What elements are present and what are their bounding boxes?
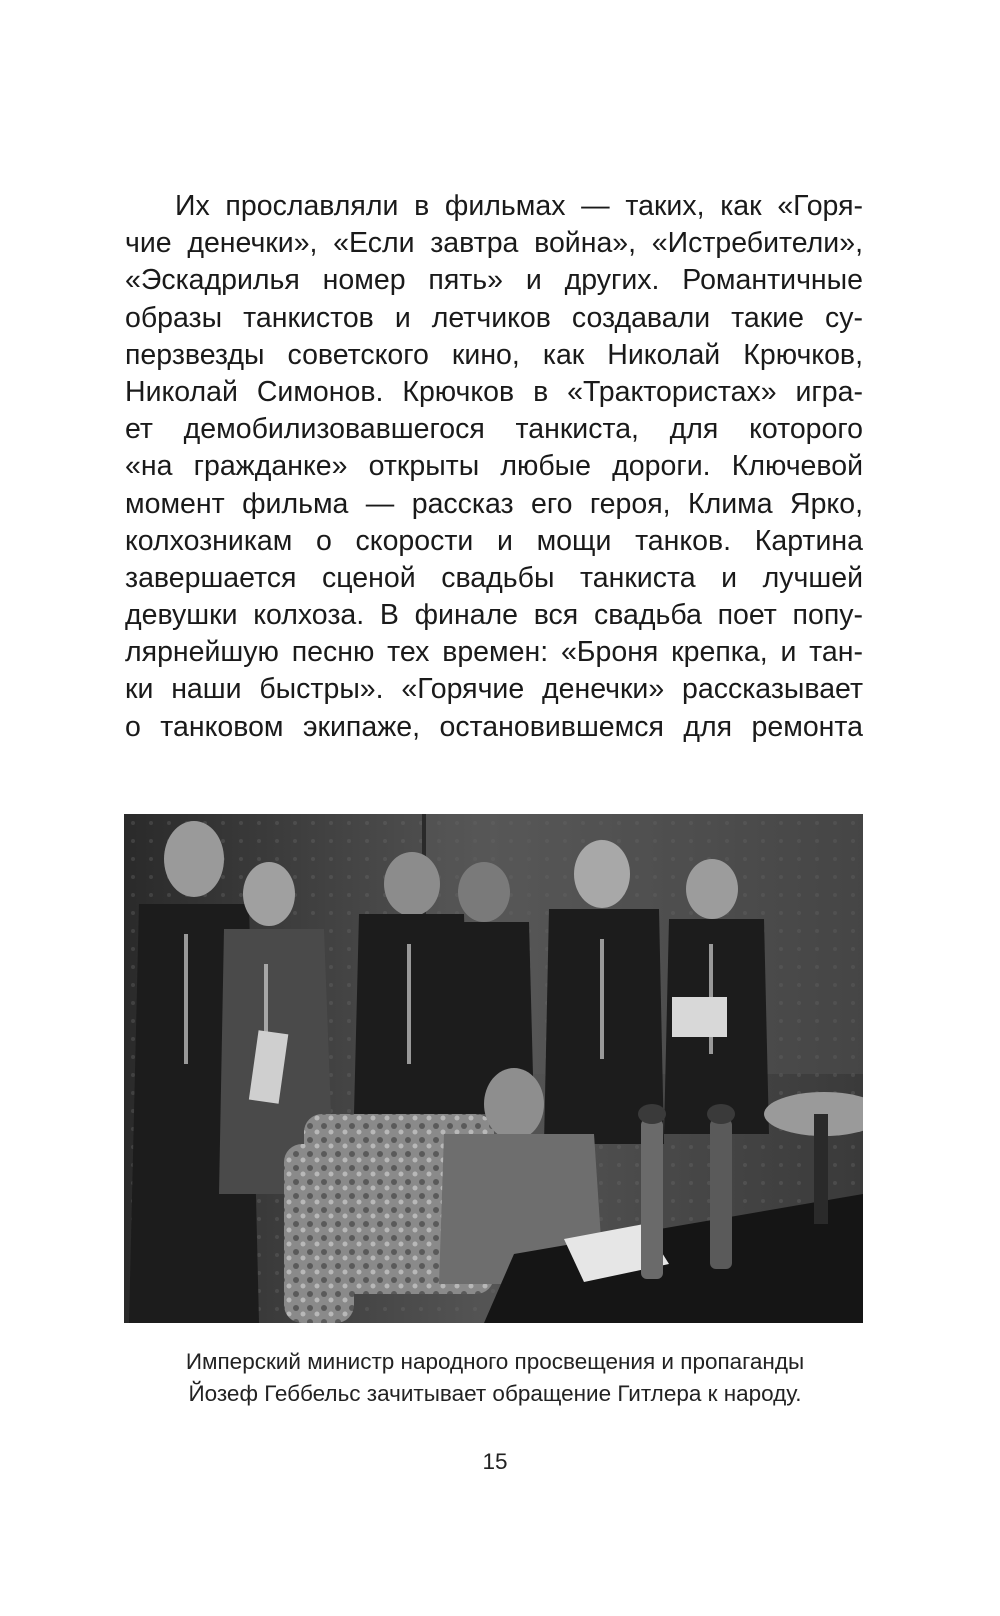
- body-line: «Эскадрилья номер пять» и других. Романтичные: [125, 264, 863, 297]
- caption-line-2: Йозеф Геббельс зачитывает обращение Гитлера к народу.: [188, 1381, 802, 1406]
- body-line: Николай Симонов. Крючков в «Трактористах» игра-: [125, 375, 863, 408]
- body-line: колхозникам о скорости и мощи танков. Картина: [125, 524, 863, 557]
- body-line: перзвезды советского кино, как Николай Крючков,: [125, 338, 863, 371]
- body-line: о танковом экипаже, остановившемся для ремонта: [125, 710, 863, 743]
- body-line: «на гражданке» открыты любые дороги. Ключевой: [125, 450, 863, 483]
- body-text: [125, 188, 863, 746]
- body-line: лярнейшую песню тех времен: «Броня крепка, и тан-: [125, 636, 863, 669]
- body-line: завершается сценой свадьбы танкиста и лучшей: [125, 561, 863, 594]
- body-line: момент фильма — рассказ его героя, Клима Ярко,: [125, 487, 863, 520]
- body-line: Их прославляли в фильмах — таких, как «Горя-: [175, 190, 863, 222]
- page-number: 15: [482, 1449, 508, 1474]
- body-line: ет демобилизовавшегося танкиста, для которого: [125, 413, 863, 446]
- body-line: образы танкистов и летчиков создавали такие су-: [125, 301, 863, 334]
- photo-caption: [100, 1346, 890, 1410]
- historical-photo: [124, 814, 863, 1323]
- body-line: чие денечки», «Если завтра война», «Истребители»,: [125, 227, 863, 260]
- body-line: девушки колхоза. В финале вся свадьба поет попу-: [125, 599, 863, 632]
- body-line: ки наши быстры». «Горячие денечки» рассказывает: [125, 673, 863, 706]
- caption-line-1: Имперский министр народного просвещения и пропаганды: [185, 1349, 805, 1374]
